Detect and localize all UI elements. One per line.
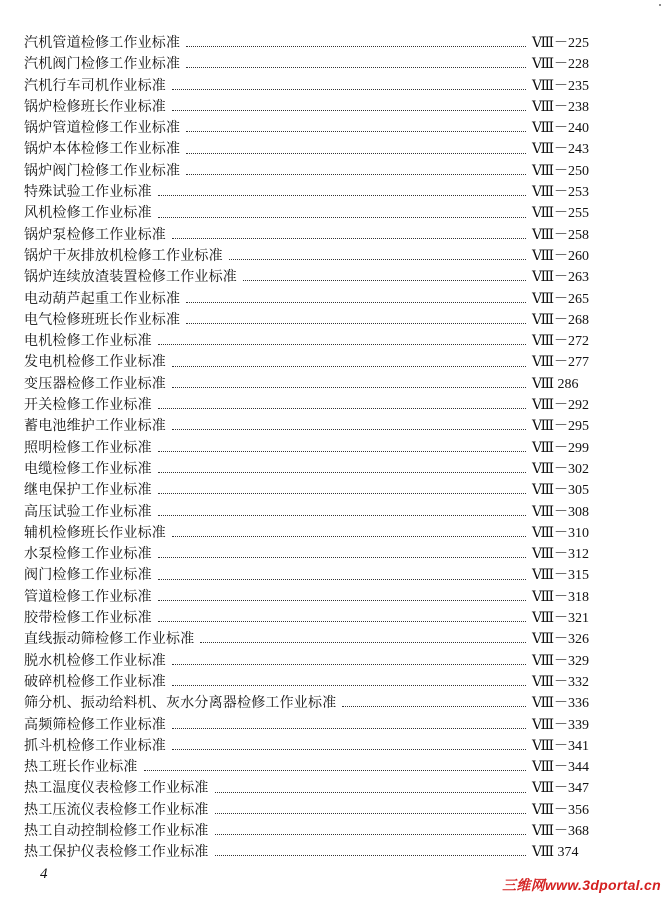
toc-entry-page: Ⅷ－258: [532, 227, 590, 243]
toc-entry-title: 高频筛检修工作业标准: [24, 716, 166, 733]
toc-entry-title: 锅炉阀门检修工作业标准: [24, 162, 181, 179]
toc-entry-title: 直线振动筛检修工作业标准: [24, 631, 195, 648]
toc-entry: [24, 395, 594, 416]
toc-dot-leader: [158, 579, 526, 580]
toc-dot-leader: [172, 89, 526, 90]
toc-entry-page: Ⅷ－253: [532, 185, 590, 201]
toc-entry-page: Ⅷ－339: [532, 717, 590, 733]
toc-entry: [24, 842, 594, 863]
toc-entry-page: Ⅷ－318: [532, 589, 590, 605]
toc-dot-leader: [172, 536, 526, 537]
toc-entry-title: 锅炉连续放渣装置检修工作业标准: [24, 269, 237, 286]
toc-entry: [24, 352, 594, 373]
toc-dot-leader: [215, 834, 526, 835]
toc-entry-title: 蓄电池维护工作业标准: [24, 418, 166, 435]
toc-entry: [24, 331, 594, 352]
toc-entry: [24, 374, 594, 395]
toc-dot-leader: [144, 770, 526, 771]
toc-dot-leader: [172, 238, 526, 239]
toc-entry-page: Ⅷ－336: [532, 696, 590, 712]
toc-entry-page: Ⅷ－255: [532, 206, 590, 222]
toc-entry: [24, 76, 594, 97]
toc-entry-title: 电动葫芦起重工作业标准: [24, 290, 181, 307]
toc-entry: [24, 438, 594, 459]
toc-entry-title: 管道检修工作业标准: [24, 588, 152, 605]
toc-entry-page: Ⅷ－305: [532, 483, 590, 499]
toc-entry-title: 热工自动控制检修工作业标准: [24, 822, 209, 839]
toc-entry: [24, 693, 594, 714]
toc-entry: [24, 608, 594, 629]
toc-entry-page: Ⅷ－356: [532, 802, 590, 818]
toc-entry-page: Ⅷ－240: [532, 121, 590, 137]
corner-mark: [659, 4, 661, 6]
toc-entry: [24, 629, 594, 650]
toc-dot-leader: [158, 515, 526, 516]
toc-entry: [24, 736, 594, 757]
toc-dot-leader: [172, 664, 526, 665]
toc-entry: [24, 246, 594, 267]
toc-entry-page: Ⅷ－368: [532, 823, 590, 839]
toc-entry-title: 锅炉泵检修工作业标准: [24, 226, 166, 243]
toc-dot-leader: [186, 67, 526, 68]
toc-dot-leader: [215, 813, 526, 814]
toc-entry-page: Ⅷ－235: [532, 78, 590, 94]
toc-entry-page: Ⅷ－260: [532, 248, 590, 264]
toc-dot-leader: [186, 153, 526, 154]
toc-entry-title: 热工班长作业标准: [24, 759, 138, 776]
toc-entry-page: Ⅷ 374: [532, 845, 579, 861]
toc-entry-page: Ⅷ－341: [532, 738, 590, 754]
toc-dot-leader: [186, 174, 526, 175]
toc-dot-leader: [186, 131, 526, 132]
toc-entry: [24, 33, 594, 54]
toc-entry: [24, 267, 594, 288]
toc-entry: [24, 54, 594, 75]
toc-entry-page: Ⅷ－310: [532, 525, 590, 541]
toc-entry: [24, 118, 594, 139]
toc-entry: [24, 416, 594, 437]
toc-entry-title: 汽机阀门检修工作业标准: [24, 56, 181, 73]
toc-entry: [24, 544, 594, 565]
toc-entry-title: 阀门检修工作业标准: [24, 567, 152, 584]
toc-entry-page: Ⅷ－263: [532, 270, 590, 286]
toc-entry-page: Ⅷ－277: [532, 355, 590, 371]
toc-entry-page: Ⅷ－292: [532, 398, 590, 414]
toc-entry-page: Ⅷ－238: [532, 99, 590, 115]
toc-entry-title: 发电机检修工作业标准: [24, 354, 166, 371]
toc-entry: [24, 139, 594, 160]
toc-entry: [24, 161, 594, 182]
toc-dot-leader: [215, 792, 526, 793]
toc-entry-title: 电缆检修工作业标准: [24, 460, 152, 477]
toc-entry-title: 胶带检修工作业标准: [24, 610, 152, 627]
toc-dot-leader: [158, 493, 526, 494]
toc-entry-title: 热工保护仪表检修工作业标准: [24, 844, 209, 861]
toc-entry-title: 汽机管道检修工作业标准: [24, 35, 181, 51]
toc-dot-leader: [342, 706, 526, 707]
toc-entry-page: Ⅷ－326: [532, 632, 590, 648]
toc-entry-page: Ⅷ－347: [532, 781, 590, 797]
toc-dot-leader: [172, 728, 526, 729]
toc-entry: [24, 715, 594, 736]
toc-dot-leader: [158, 600, 526, 601]
toc-entry: [24, 480, 594, 501]
toc-entry-title: 脱水机检修工作业标准: [24, 652, 166, 669]
toc-entry: [24, 225, 594, 246]
toc-entry-page: Ⅷ 286: [532, 376, 579, 392]
toc-dot-leader: [158, 621, 526, 622]
toc-entry-title: 特殊试验工作业标准: [24, 184, 152, 201]
toc-entry-title: 开关检修工作业标准: [24, 397, 152, 414]
toc-entry-title: 辅机检修班长作业标准: [24, 524, 166, 541]
toc-entry-page: Ⅷ－329: [532, 653, 590, 669]
toc-entry-page: Ⅷ－299: [532, 440, 590, 456]
toc-entry-page: Ⅷ－228: [532, 57, 590, 73]
toc-entry-page: Ⅷ－312: [532, 547, 590, 563]
toc-entry-title: 风机检修工作业标准: [24, 205, 152, 222]
toc-dot-leader: [215, 855, 526, 856]
toc-entry-title: 筛分机、振动给料机、灰水分离器检修工作业标准: [24, 695, 337, 712]
toc-entry-title: 电气检修班班长作业标准: [24, 311, 181, 328]
toc-entry: [24, 821, 594, 842]
toc-entry: [24, 289, 594, 310]
toc-entry-page: Ⅷ－344: [532, 760, 590, 776]
table-of-contents: [24, 33, 594, 864]
toc-dot-leader: [172, 387, 526, 388]
page-number: 4: [40, 866, 48, 882]
toc-entry: [24, 502, 594, 523]
toc-entry: [24, 97, 594, 118]
toc-entry-page: Ⅷ－315: [532, 568, 590, 584]
toc-entry-title: 锅炉干灰排放机检修工作业标准: [24, 247, 223, 264]
toc-dot-leader: [172, 110, 526, 111]
toc-dot-leader: [158, 408, 526, 409]
toc-entry-page: Ⅷ－295: [532, 419, 590, 435]
toc-entry-page: Ⅷ－225: [532, 36, 590, 51]
toc-dot-leader: [158, 451, 526, 452]
toc-entry: [24, 651, 594, 672]
toc-entry: [24, 757, 594, 778]
toc-dot-leader: [172, 429, 526, 430]
toc-dot-leader: [172, 685, 526, 686]
toc-entry-title: 热工压流仪表检修工作业标准: [24, 801, 209, 818]
toc-dot-leader: [186, 323, 526, 324]
toc-entry: [24, 778, 594, 799]
toc-entry-title: 锅炉检修班长作业标准: [24, 98, 166, 115]
toc-entry: [24, 182, 594, 203]
toc-entry-title: 变压器检修工作业标准: [24, 375, 166, 392]
toc-entry-title: 汽机行车司机作业标准: [24, 77, 166, 94]
toc-entry-title: 锅炉本体检修工作业标准: [24, 141, 181, 158]
toc-entry-page: Ⅷ－265: [532, 291, 590, 307]
toc-entry-title: 抓斗机检修工作业标准: [24, 737, 166, 754]
toc-dot-leader: [158, 217, 526, 218]
toc-entry-page: Ⅷ－243: [532, 142, 590, 158]
toc-dot-leader: [172, 366, 526, 367]
toc-dot-leader: [158, 472, 526, 473]
toc-entry-page: Ⅷ－332: [532, 674, 590, 690]
toc-entry-page: Ⅷ－308: [532, 504, 590, 520]
toc-dot-leader: [172, 749, 526, 750]
toc-entry: [24, 565, 594, 586]
toc-entry-title: 锅炉管道检修工作业标准: [24, 120, 181, 137]
toc-entry-title: 高压试验工作业标准: [24, 503, 152, 520]
toc-entry-page: Ⅷ－272: [532, 334, 590, 350]
toc-entry-page: Ⅷ－268: [532, 312, 590, 328]
toc-entry-title: 破碎机检修工作业标准: [24, 673, 166, 690]
toc-dot-leader: [243, 280, 526, 281]
toc-entry-page: Ⅷ－250: [532, 163, 590, 179]
toc-entry-title: 水泵检修工作业标准: [24, 546, 152, 563]
toc-entry-page: Ⅷ－321: [532, 611, 590, 627]
toc-dot-leader: [158, 344, 526, 345]
toc-dot-leader: [229, 259, 526, 260]
toc-entry-title: 继电保护工作业标准: [24, 482, 152, 499]
toc-entry: [24, 523, 594, 544]
toc-entry: [24, 203, 594, 224]
toc-entry-title: 照明检修工作业标准: [24, 439, 152, 456]
toc-entry-page: Ⅷ－302: [532, 461, 590, 477]
toc-entry-title: 电机检修工作业标准: [24, 333, 152, 350]
toc-dot-leader: [158, 195, 526, 196]
toc-dot-leader: [186, 302, 526, 303]
toc-entry: [24, 459, 594, 480]
toc-dot-leader: [158, 557, 526, 558]
toc-entry-title: 热工温度仪表检修工作业标准: [24, 780, 209, 797]
toc-entry: [24, 672, 594, 693]
watermark: 三维网www.3dportal.cn: [502, 877, 661, 893]
toc-entry: [24, 310, 594, 331]
toc-dot-leader: [200, 642, 526, 643]
toc-dot-leader: [186, 46, 526, 47]
toc-entry: [24, 800, 594, 821]
toc-entry: [24, 587, 594, 608]
